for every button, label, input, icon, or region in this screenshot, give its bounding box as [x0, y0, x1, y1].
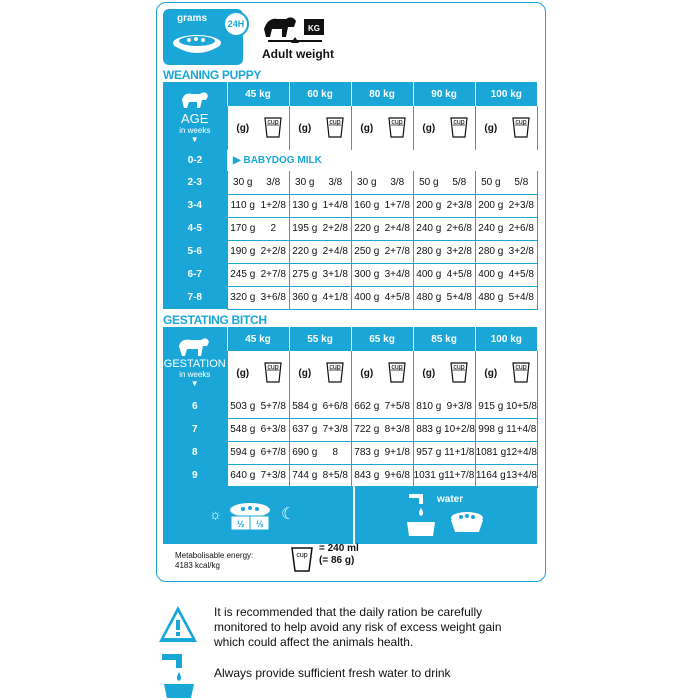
- cups-value: 9+6/8: [382, 464, 413, 487]
- grams-value: 584 g: [289, 395, 320, 418]
- cups-value: 2+7/8: [258, 263, 289, 286]
- kg-label: KG: [308, 24, 320, 33]
- cups-value: 11+1/8: [444, 441, 475, 464]
- grams-value: 195 g: [289, 217, 320, 240]
- gestation-label: GESTATION: [163, 358, 226, 370]
- energy-line-1: Metabolisable energy:: [175, 551, 254, 560]
- down-arrow-icon: ▼: [190, 379, 199, 388]
- grams-value: 110 g: [227, 194, 258, 217]
- grams-value: 400 g: [351, 286, 382, 309]
- cup-icon: [325, 116, 345, 138]
- bitch-table: [163, 327, 538, 488]
- table-row: [163, 263, 537, 286]
- cup-icon: [511, 361, 531, 383]
- age-cell: 6: [163, 395, 227, 418]
- down-arrow-icon: ▼: [190, 135, 199, 144]
- table-row: [163, 217, 537, 240]
- cup-icon: [449, 116, 469, 138]
- cups-value: 5/8: [506, 171, 537, 194]
- grams-value: 957 g: [413, 441, 444, 464]
- cups-value: 5/8: [444, 171, 475, 194]
- cup-unit-cell: [258, 351, 289, 395]
- cup-unit-cell: [320, 351, 351, 395]
- grams-value: 662 g: [351, 395, 382, 418]
- grams-unit-cell: (g): [289, 106, 320, 150]
- weight-header: 100 kg: [475, 82, 537, 106]
- cups-value: 10+2/8: [444, 418, 475, 441]
- svg-text:cup: cup: [329, 363, 341, 371]
- grams-unit-cell: (g): [475, 351, 506, 395]
- weight-header: 100 kg: [475, 327, 537, 351]
- cups-value: 6+3/8: [258, 418, 289, 441]
- cups-value: 4+5/8: [506, 263, 537, 286]
- cup-icon: [263, 116, 283, 138]
- cups-value: 3+2/8: [444, 240, 475, 263]
- grams-value: 883 g: [413, 418, 444, 441]
- age-header-cell: [163, 82, 227, 150]
- grams-value: 640 g: [227, 464, 258, 487]
- grams-value: 690 g: [289, 441, 320, 464]
- age-label: AGE: [181, 111, 209, 126]
- cups-value: 7+3/8: [258, 464, 289, 487]
- cups-value: 1+7/8: [382, 194, 413, 217]
- grams-unit-cell: (g): [227, 106, 258, 150]
- svg-text:cup: cup: [515, 118, 527, 126]
- babydog-milk-label: ▶ BABYDOG MILK: [233, 155, 322, 166]
- cup-unit-cell: [444, 351, 475, 395]
- grams-value: 50 g: [475, 171, 506, 194]
- cups-value: 10+5/8: [506, 395, 537, 418]
- grams-value: 744 g: [289, 464, 320, 487]
- grams-value: 480 g: [475, 286, 506, 309]
- grams-value: 50 g: [413, 171, 444, 194]
- grams-value: 722 g: [351, 418, 382, 441]
- cups-value: 2+2/8: [320, 217, 351, 240]
- grams-value: 637 g: [289, 418, 320, 441]
- age-cell: 8: [163, 441, 227, 464]
- cups-value: 2+3/8: [444, 194, 475, 217]
- grams-value: 300 g: [351, 263, 382, 286]
- half-bowl-icon: [225, 500, 275, 534]
- grams-value: 170 g: [227, 217, 258, 240]
- weight-header: 85 kg: [413, 327, 475, 351]
- grams-value: 320 g: [227, 286, 258, 309]
- gestating-bitch-title: GESTATING BITCH: [163, 313, 267, 327]
- svg-text:cup: cup: [515, 363, 527, 371]
- age-cell: 4-5: [163, 217, 227, 240]
- cups-value: 4+1/8: [320, 286, 351, 309]
- grams-value: 240 g: [413, 217, 444, 240]
- grams-value: 594 g: [227, 441, 258, 464]
- cups-value: 13+4/8: [506, 464, 537, 487]
- age-cell: 7: [163, 418, 227, 441]
- svg-text:cup: cup: [453, 363, 465, 371]
- cups-value: 9+3/8: [444, 395, 475, 418]
- grams-unit-cell: (g): [413, 351, 444, 395]
- cups-value: 8+3/8: [382, 418, 413, 441]
- grams-value: 160 g: [351, 194, 382, 217]
- cup-unit-cell: [382, 351, 413, 395]
- moon-icon: ☾: [281, 506, 296, 523]
- dog-icon: [175, 334, 215, 358]
- cups-value: 3+2/8: [506, 240, 537, 263]
- energy-text: [175, 551, 253, 571]
- table-row: [163, 464, 537, 487]
- grams-value: 30 g: [227, 171, 258, 194]
- gestation-header-cell: [163, 327, 227, 395]
- cups-value: 5+4/8: [506, 286, 537, 309]
- grams-value: 220 g: [351, 217, 382, 240]
- grams-unit-cell: (g): [351, 106, 382, 150]
- grams-value: 548 g: [227, 418, 258, 441]
- cup-unit-cell: [320, 106, 351, 150]
- age-sub-label: in weeks: [179, 126, 211, 135]
- cups-value: 3+1/8: [320, 263, 351, 286]
- water-bowl-icon: [403, 492, 439, 540]
- water-tap-icon: [158, 652, 198, 700]
- grams-value: 810 g: [413, 395, 444, 418]
- grams-value: 915 g: [475, 395, 506, 418]
- cup-icon: [325, 361, 345, 383]
- grams-value: 1031 g: [413, 464, 444, 487]
- cups-value: 2+6/8: [506, 217, 537, 240]
- cups-value: 4+5/8: [382, 286, 413, 309]
- grams-value: 200 g: [413, 194, 444, 217]
- weight-header: 45 kg: [227, 327, 289, 351]
- cup-equivalent: [319, 543, 359, 567]
- grams-value: 130 g: [289, 194, 320, 217]
- age-cell: 7-8: [163, 286, 227, 309]
- grams-unit-cell: (g): [289, 351, 320, 395]
- weaning-puppy-title: WEANING PUPPY: [163, 68, 262, 82]
- weight-header: 65 kg: [351, 327, 413, 351]
- svg-text:cup: cup: [391, 118, 403, 126]
- grams-value: 1081 g: [475, 441, 506, 464]
- weight-header: 45 kg: [227, 82, 289, 106]
- cup-icon: [387, 361, 407, 383]
- grams-value: 30 g: [351, 171, 382, 194]
- grams-value: 275 g: [289, 263, 320, 286]
- grams-value: 503 g: [227, 395, 258, 418]
- sun-icon: ☼: [209, 506, 222, 522]
- cups-value: 1+4/8: [320, 194, 351, 217]
- age-cell: 9: [163, 464, 227, 487]
- cup-icon: [263, 361, 283, 383]
- bottom-panel: [163, 486, 537, 544]
- weight-header: 90 kg: [413, 82, 475, 106]
- warning-line: monitored to help avoid any risk of excess weight gain: [214, 620, 502, 634]
- weight-header: 60 kg: [289, 82, 351, 106]
- age-cell: 5-6: [163, 240, 227, 263]
- cups-value: 3/8: [382, 171, 413, 194]
- table-row: [163, 418, 537, 441]
- cup-unit-cell: [258, 106, 289, 150]
- age-cell: 6-7: [163, 263, 227, 286]
- cups-value: 2+4/8: [382, 217, 413, 240]
- grams-unit-cell: (g): [475, 106, 506, 150]
- cup-unit-cell: [506, 106, 537, 150]
- cups-value: 3/8: [320, 171, 351, 194]
- panel-divider: [353, 486, 355, 544]
- weight-header: 80 kg: [351, 82, 413, 106]
- half-label-1: ½: [237, 519, 245, 529]
- cup-icon: [387, 116, 407, 138]
- babydog-milk-text: BABYDOG MILK: [243, 155, 322, 166]
- cups-value: 6+7/8: [258, 441, 289, 464]
- grams-value: 280 g: [475, 240, 506, 263]
- gestation-sub-label: in weeks: [179, 370, 211, 379]
- energy-line-2: 4183 kcal/kg: [175, 561, 220, 570]
- grams-value: 998 g: [475, 418, 506, 441]
- grams-value: 280 g: [413, 240, 444, 263]
- grams-value: 843 g: [351, 464, 382, 487]
- cup-measure-label: cup: [296, 552, 308, 559]
- cup-unit-cell: [444, 106, 475, 150]
- water-label: water: [437, 494, 464, 505]
- cup-icon: [449, 361, 469, 383]
- cups-value: 5+4/8: [444, 286, 475, 309]
- cup-unit-cell: [382, 106, 413, 150]
- cups-value: 8: [320, 441, 351, 464]
- grams-value: 245 g: [227, 263, 258, 286]
- warning-text: [214, 605, 502, 650]
- water-note: Always provide sufficient fresh water to drink: [214, 666, 451, 680]
- cups-value: 11+7/8: [444, 464, 475, 487]
- puppy-table: [163, 82, 538, 310]
- cup-icon: [511, 116, 531, 138]
- cups-value: 6+6/8: [320, 395, 351, 418]
- cups-value: 3/8: [258, 171, 289, 194]
- cups-value: 3+4/8: [382, 263, 413, 286]
- dog-scale-icon: [260, 11, 330, 45]
- grams-value: 190 g: [227, 240, 258, 263]
- svg-text:cup: cup: [267, 118, 279, 126]
- cups-value: 2+4/8: [320, 240, 351, 263]
- food-bowl-icon: [169, 29, 229, 59]
- grams-value: 220 g: [289, 240, 320, 263]
- grams-value: 250 g: [351, 240, 382, 263]
- grams-value: 240 g: [475, 217, 506, 240]
- table-row: [163, 286, 537, 309]
- age-cell: 2-3: [163, 171, 227, 194]
- grams-value: 200 g: [475, 194, 506, 217]
- warning-line: It is recommended that the daily ration be carefully: [214, 605, 483, 619]
- table-row: [163, 171, 537, 194]
- table-row: [163, 194, 537, 217]
- cups-value: 3+6/8: [258, 286, 289, 309]
- cups-value: 2+6/8: [444, 217, 475, 240]
- adult-weight-label: Adult weight: [262, 47, 334, 61]
- cups-value: 4+5/8: [444, 263, 475, 286]
- table-row: [163, 395, 537, 418]
- grams-value: 1164 g: [475, 464, 506, 487]
- clock-24h-icon: 24H: [223, 11, 249, 37]
- puppy-icon: [178, 88, 212, 110]
- cups-value: 7+3/8: [320, 418, 351, 441]
- cups-value: 2+7/8: [382, 240, 413, 263]
- half-label-2: ½: [256, 519, 264, 529]
- cups-value: 2+2/8: [258, 240, 289, 263]
- age-cell: 3-4: [163, 194, 227, 217]
- grams-value: 400 g: [413, 263, 444, 286]
- feeding-guide-card: [156, 2, 546, 582]
- table-row: [163, 441, 537, 464]
- cups-value: 1+2/8: [258, 194, 289, 217]
- grams-value: 30 g: [289, 171, 320, 194]
- svg-text:cup: cup: [267, 363, 279, 371]
- svg-text:cup: cup: [329, 118, 341, 126]
- cups-value: 11+4/8: [506, 418, 537, 441]
- cups-value: 2: [258, 217, 289, 240]
- cups-value: 5+7/8: [258, 395, 289, 418]
- grams-value: 360 g: [289, 286, 320, 309]
- cups-value: 9+1/8: [382, 441, 413, 464]
- grams-value: 480 g: [413, 286, 444, 309]
- weight-header: 55 kg: [289, 327, 351, 351]
- grams-value: 400 g: [475, 263, 506, 286]
- table-row: [163, 240, 537, 263]
- warning-icon: [157, 604, 199, 644]
- warning-line: which could affect the animals health.: [214, 635, 414, 649]
- grams-unit-cell: (g): [227, 351, 258, 395]
- grams-unit-cell: (g): [413, 106, 444, 150]
- cups-value: 7+5/8: [382, 395, 413, 418]
- kibble-bowl-icon: [447, 510, 487, 536]
- cup-eq-ml: = 240 ml: [319, 543, 359, 554]
- age-cell: 0-2: [163, 150, 227, 171]
- cups-value: 12+4/8: [506, 441, 537, 464]
- svg-text:cup: cup: [391, 363, 403, 371]
- grams-value: 783 g: [351, 441, 382, 464]
- cup-measure-icon: [289, 545, 315, 573]
- svg-text:cup: cup: [453, 118, 465, 126]
- grams-label: grams: [177, 13, 208, 24]
- cup-eq-g: (= 86 g): [319, 555, 355, 566]
- cups-value: 2+3/8: [506, 194, 537, 217]
- cups-value: 8+5/8: [320, 464, 351, 487]
- cup-unit-cell: [506, 351, 537, 395]
- grams-unit-cell: (g): [351, 351, 382, 395]
